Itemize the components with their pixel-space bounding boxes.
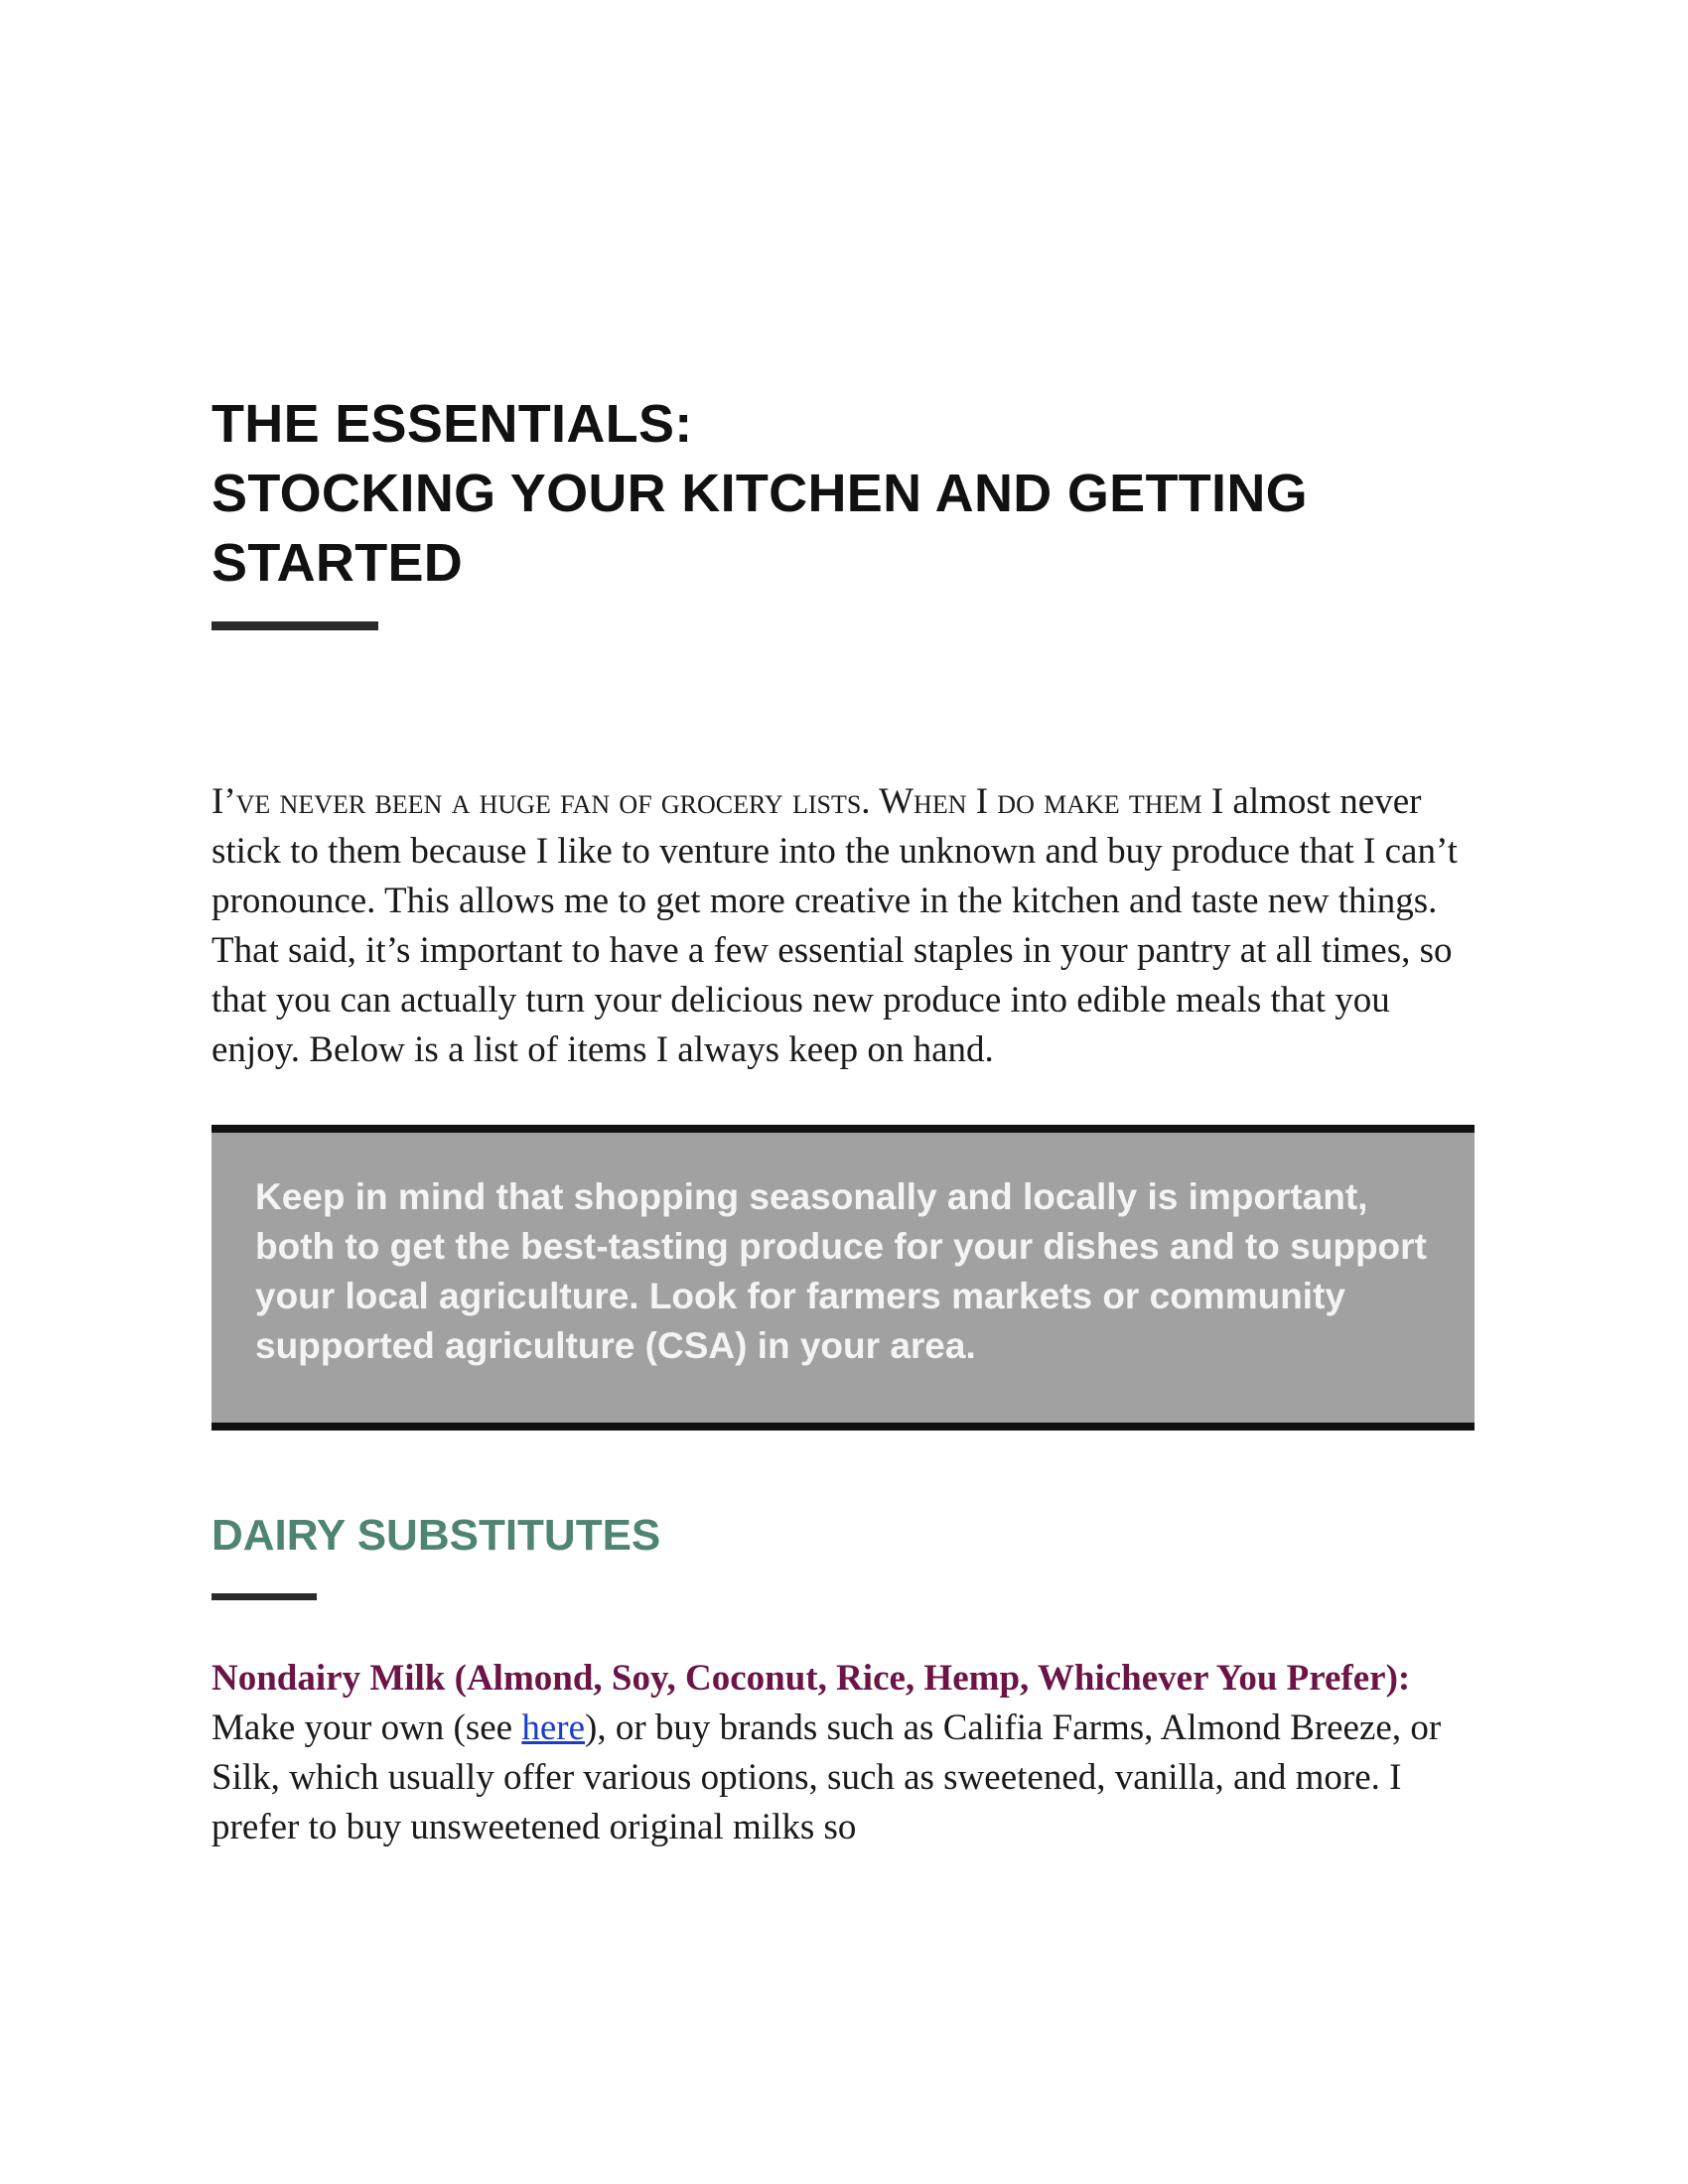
chapter-title-line-3: STARTED <box>211 533 464 593</box>
entry-text-before-link: Make your own (see <box>211 1707 522 1748</box>
tip-callout-box <box>211 1125 1475 1431</box>
entry-text-after-link: ), or buy brands such as Califia Farms, Almond Breeze, or Silk, which usually offer various options, such as sweetened, vanilla, and more. I prefer to buy unsweetened original milks so <box>211 1707 1442 1847</box>
entry-term: Nondairy Milk (Almond, Soy, Coconut, Rice, Hemp, Whichever You Prefer): <box>211 1658 1411 1699</box>
title-divider <box>211 621 378 630</box>
here-link[interactable]: here <box>521 1707 586 1748</box>
chapter-title-line-1: THE ESSENTIALS: <box>211 394 693 454</box>
chapter-title <box>211 389 1477 598</box>
intro-paragraph <box>211 777 1477 1075</box>
entry-nondairy-milk <box>211 1654 1477 1852</box>
section-divider <box>211 1593 317 1600</box>
intro-body: I almost never stick to them because I like to venture into the unknown and buy produce that I can’t pronounce. This allows me to get more creative in the kitchen and taste new things. That said, it’s important to have a few essential staples in your pantry at all times, so that you can actually turn your delicious new produce into edible meals that you enjoy. Below is a list of items I always keep on hand. <box>211 781 1458 1070</box>
section-heading: DAIRY SUBSTITUTES <box>211 1511 661 1560</box>
intro-lead-in: I’ve never been a huge fan of grocery lists. When I do make them <box>211 781 1202 822</box>
document-page <box>211 389 1477 1852</box>
chapter-title-line-2: STOCKING YOUR KITCHEN AND GETTING <box>211 464 1308 523</box>
callout-text: Keep in mind that shopping seasonally and locally is important, both to get the best-tasting produce for your dishes and to support your local agriculture. Look for farmers markets or community supported agriculture (CSA) in your area. <box>255 1176 1427 1366</box>
